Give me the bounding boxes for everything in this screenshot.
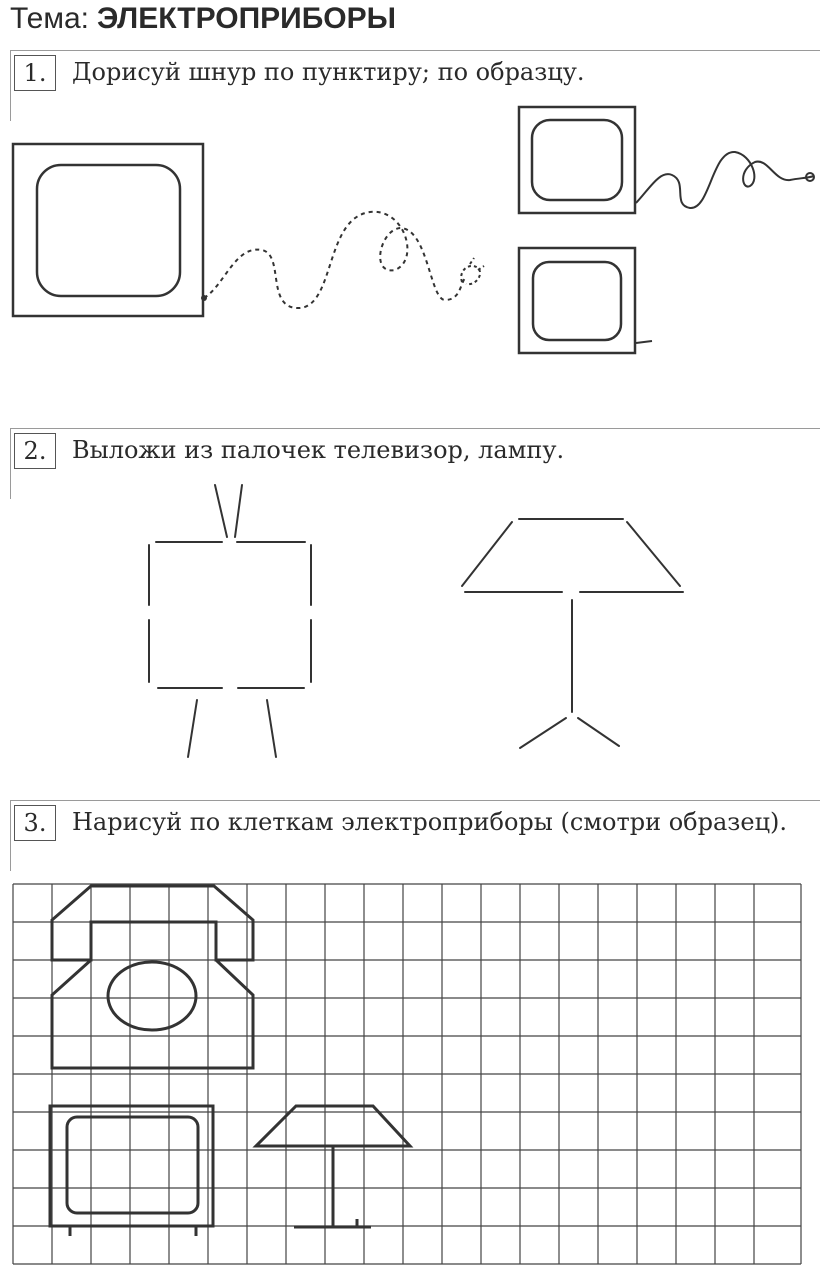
- task-2-number: 2.: [14, 433, 56, 469]
- drawing-grid: [13, 884, 801, 1264]
- task-1-text: Дорисуй шнур по пунктиру; по образцу.: [72, 58, 585, 86]
- grid-lamp-icon: [256, 1106, 410, 1227]
- dotted-cord-guide: [204, 212, 465, 308]
- task-3-text: Нарисуй по клеткам электроприборы (смотри образец).: [72, 808, 787, 836]
- grid-telephone-icon: [52, 886, 253, 1068]
- stick-tv-figure: [149, 485, 311, 757]
- task-2-text: Выложи из палочек телевизор, лампу.: [72, 436, 565, 464]
- cord-socket-dot: [201, 295, 207, 301]
- task-1-number: 1.: [14, 55, 56, 91]
- sample-tv-with-cord-icon: [519, 107, 814, 213]
- task-3-number: 3.: [14, 805, 56, 841]
- grid-tv-icon: [50, 1106, 213, 1236]
- topic-value: ЭЛЕКТРОПРИБОРЫ: [96, 2, 396, 35]
- stick-lamp-figure: [462, 519, 683, 748]
- topic-label: Тема:: [10, 2, 89, 35]
- empty-tv-icon: [519, 248, 652, 353]
- big-tv-icon: [13, 144, 203, 316]
